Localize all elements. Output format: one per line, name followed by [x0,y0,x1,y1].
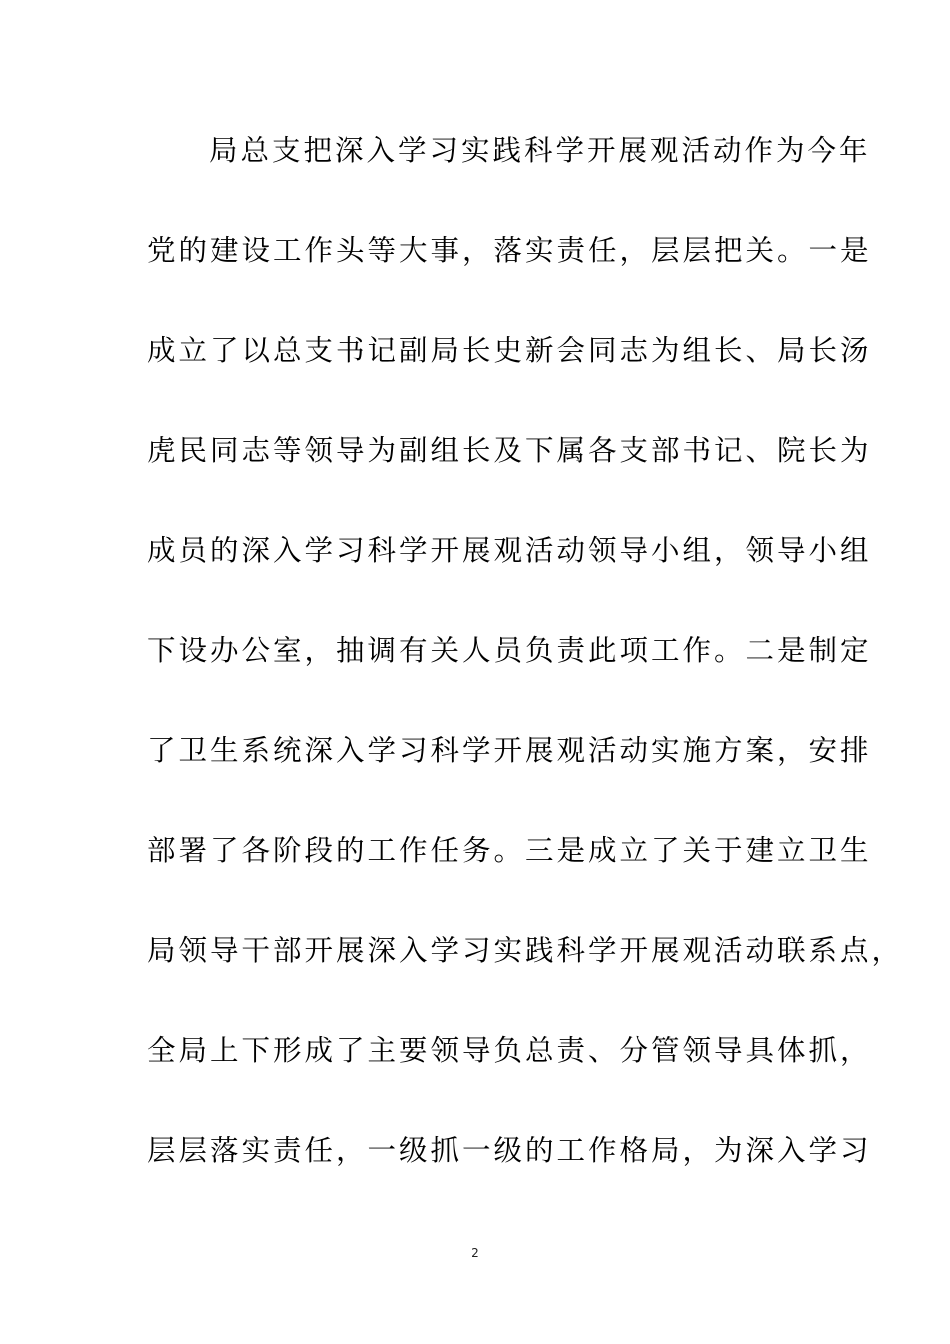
text-line: 部署了各阶段的工作任务。三是成立了关于建立卫生 [147,834,872,867]
text-line: 成员的深入学习科学开展观活动领导小组，领导小组 [147,534,872,567]
text-line: 成立了以总支书记副局长史新会同志为组长、局长汤 [147,334,872,367]
text-line: 虎民同志等领导为副组长及下属各支部书记、院长为 [147,434,872,467]
text-line: 层层落实责任，一级抓一级的工作格局，为深入学习 [147,1134,872,1167]
text-line: 下设办公室，抽调有关人员负责此项工作。二是制定 [147,634,872,667]
text-line: 全局上下形成了主要领导负总责、分管领导具体抓， [147,1034,872,1067]
text-line: 局总支把深入学习实践科学开展观活动作为今年 [209,134,871,167]
body-paragraph [147,126,904,1226]
page-number: 2 [471,1246,479,1260]
text-line: 党的建设工作头等大事，落实责任，层层把关。一是 [147,234,872,267]
text-line: 局领导干部开展深入学习实践科学开展观活动联系点， [147,934,904,967]
text-line: 了卫生系统深入学习科学开展观活动实施方案，安排 [147,734,872,767]
